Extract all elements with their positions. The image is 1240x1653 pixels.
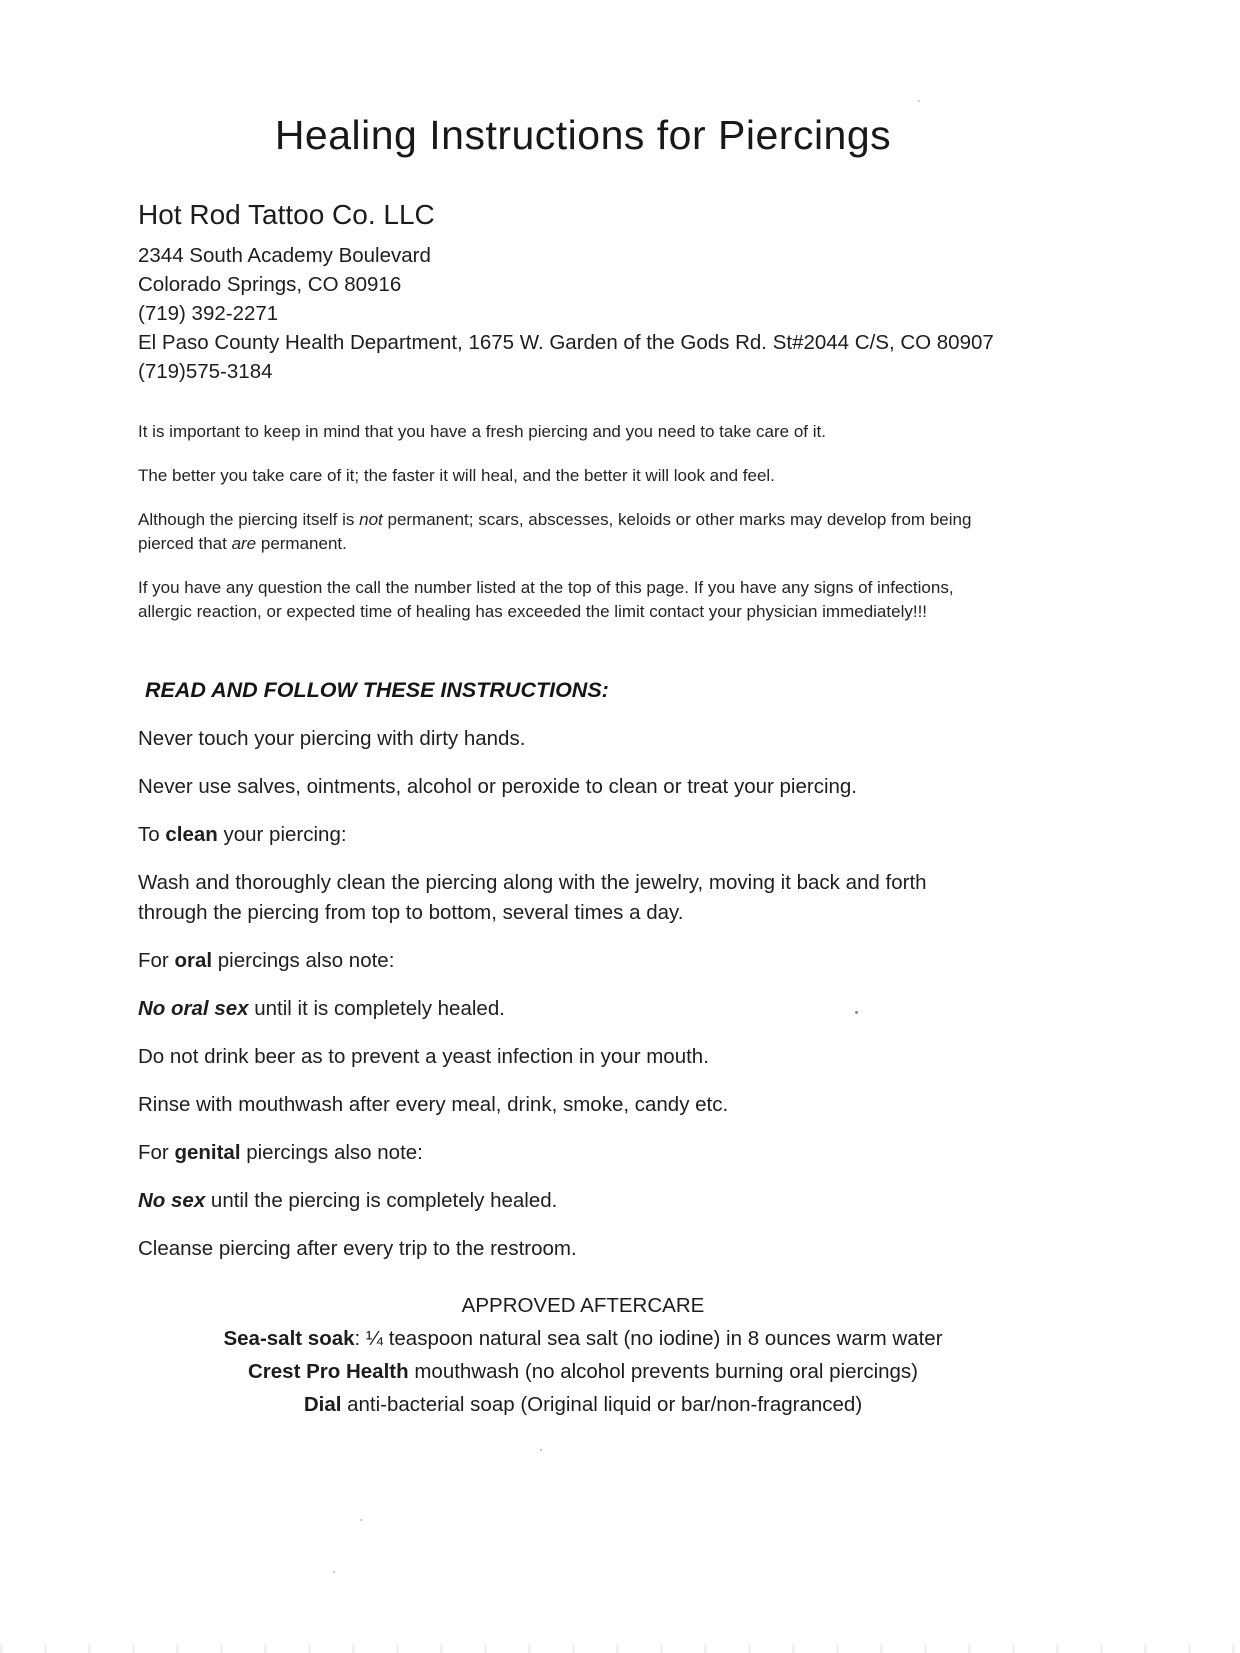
text-segment: Dial bbox=[303, 1393, 342, 1416]
aftercare-heading: APPROVED AFTERCARE bbox=[461, 1294, 705, 1317]
text-segment: allergic reaction, or expected time of healing has exceeded the limit contact your physician immediately!!! bbox=[138, 602, 928, 621]
text-segment: If you have any question the call the number listed at the top of this page. If you have any signs of infections, bbox=[138, 578, 954, 597]
text-segment: Rinse with mouthwash after every meal, drink, smoke, candy etc. bbox=[138, 1093, 729, 1116]
text-segment: : ¼ teaspoon natural sea salt (no iodine) in 8 ounces warm water bbox=[354, 1327, 943, 1350]
text-segment: It is important to keep in mind that you have a fresh piercing and you need to take care of it. bbox=[138, 422, 826, 441]
text-segment: pierced that bbox=[138, 534, 232, 553]
address-line: Colorado Springs, CO 80916 bbox=[138, 273, 402, 296]
instruction-paragraph bbox=[138, 1042, 1038, 1072]
text-segment: piercings also note: bbox=[240, 1141, 423, 1164]
intro-paragraph bbox=[138, 576, 1038, 624]
instruction-paragraph bbox=[138, 946, 1038, 976]
text-segment: Do not drink beer as to prevent a yeast infection in your mouth. bbox=[138, 1045, 709, 1068]
text-segment: No oral sex bbox=[138, 997, 249, 1020]
instructions-heading: READ AND FOLLOW THESE INSTRUCTIONS: bbox=[145, 678, 609, 702]
text-segment: clean bbox=[165, 823, 218, 846]
aftercare-item bbox=[138, 1322, 1028, 1355]
page-title: Healing Instructions for Piercings bbox=[274, 112, 892, 158]
aftercare-item bbox=[138, 1388, 1028, 1421]
instruction-paragraph bbox=[138, 820, 1038, 850]
text-segment: Wash and thoroughly clean the piercing along with the jewelry, moving it back and forth bbox=[138, 871, 927, 894]
address-line: El Paso County Health Department, 1675 W. Garden of the Gods Rd. St#2044 C/S, CO 80907 bbox=[138, 331, 994, 354]
scan-speck bbox=[333, 1571, 335, 1573]
intro-paragraph bbox=[138, 464, 1038, 488]
text-segment: mouthwash (no alcohol prevents burning oral piercings) bbox=[408, 1360, 918, 1383]
text-segment: through the piercing from top to bottom, several times a day. bbox=[138, 901, 684, 924]
text-segment: your piercing: bbox=[217, 823, 347, 846]
text-segment: Crest Pro Health bbox=[248, 1360, 409, 1383]
text-segment: not bbox=[359, 510, 383, 529]
text-segment: oral bbox=[174, 949, 213, 972]
company-name: Hot Rod Tattoo Co. LLC bbox=[138, 199, 435, 230]
text-segment: For bbox=[138, 1141, 175, 1164]
aftercare-item bbox=[138, 1355, 1028, 1388]
instruction-paragraph bbox=[138, 724, 1038, 754]
text-segment: permanent; scars, abscesses, keloids or other marks may develop from being bbox=[382, 510, 972, 529]
aftercare-section bbox=[138, 1289, 1028, 1421]
instruction-paragraph bbox=[138, 1186, 1038, 1216]
text-segment: Cleanse piercing after every trip to the restroom. bbox=[138, 1237, 577, 1260]
instruction-paragraph bbox=[138, 1234, 1038, 1264]
instruction-paragraph bbox=[138, 994, 1038, 1024]
address-line: 2344 South Academy Boulevard bbox=[138, 244, 431, 267]
text-segment: piercings also note: bbox=[212, 949, 395, 972]
scan-edge-artifact bbox=[0, 1644, 1240, 1653]
address-line: (719)575-3184 bbox=[138, 360, 273, 383]
scan-speck bbox=[918, 100, 920, 102]
text-segment: until it is completely healed. bbox=[248, 997, 505, 1020]
text-segment: permanent. bbox=[256, 534, 347, 553]
intro-paragraph bbox=[138, 508, 1038, 556]
instruction-paragraph bbox=[138, 868, 1038, 928]
text-segment: For bbox=[138, 949, 175, 972]
scan-speck bbox=[540, 1449, 542, 1451]
intro-section bbox=[138, 420, 1038, 644]
scan-speck bbox=[360, 1519, 362, 1521]
text-segment: are bbox=[231, 534, 257, 553]
text-segment: Although the piercing itself is bbox=[138, 510, 360, 529]
scan-speck bbox=[855, 1011, 858, 1014]
text-segment: Never touch your piercing with dirty hands. bbox=[138, 727, 526, 750]
text-segment: Sea-salt soak bbox=[223, 1327, 355, 1350]
text-segment: No sex bbox=[138, 1189, 206, 1212]
instruction-paragraph bbox=[138, 1138, 1038, 1168]
instruction-paragraph bbox=[138, 1090, 1038, 1120]
text-segment: until the piercing is completely healed. bbox=[205, 1189, 558, 1212]
intro-paragraph bbox=[138, 420, 1038, 444]
address-line: (719) 392-2271 bbox=[138, 302, 279, 325]
text-segment: Never use salves, ointments, alcohol or peroxide to clean or treat your piercing. bbox=[138, 775, 858, 798]
text-segment: To bbox=[138, 823, 166, 846]
text-segment: anti-bacterial soap (Original liquid or bar/non-fragranced) bbox=[341, 1393, 863, 1416]
text-segment: genital bbox=[174, 1141, 241, 1164]
instruction-paragraph bbox=[138, 772, 1038, 802]
aftercare-list bbox=[138, 1322, 1028, 1421]
business-address-block bbox=[138, 241, 994, 386]
text-segment: The better you take care of it; the faster it will heal, and the better it will look and feel. bbox=[138, 466, 775, 485]
instructions-section bbox=[138, 724, 1038, 1282]
